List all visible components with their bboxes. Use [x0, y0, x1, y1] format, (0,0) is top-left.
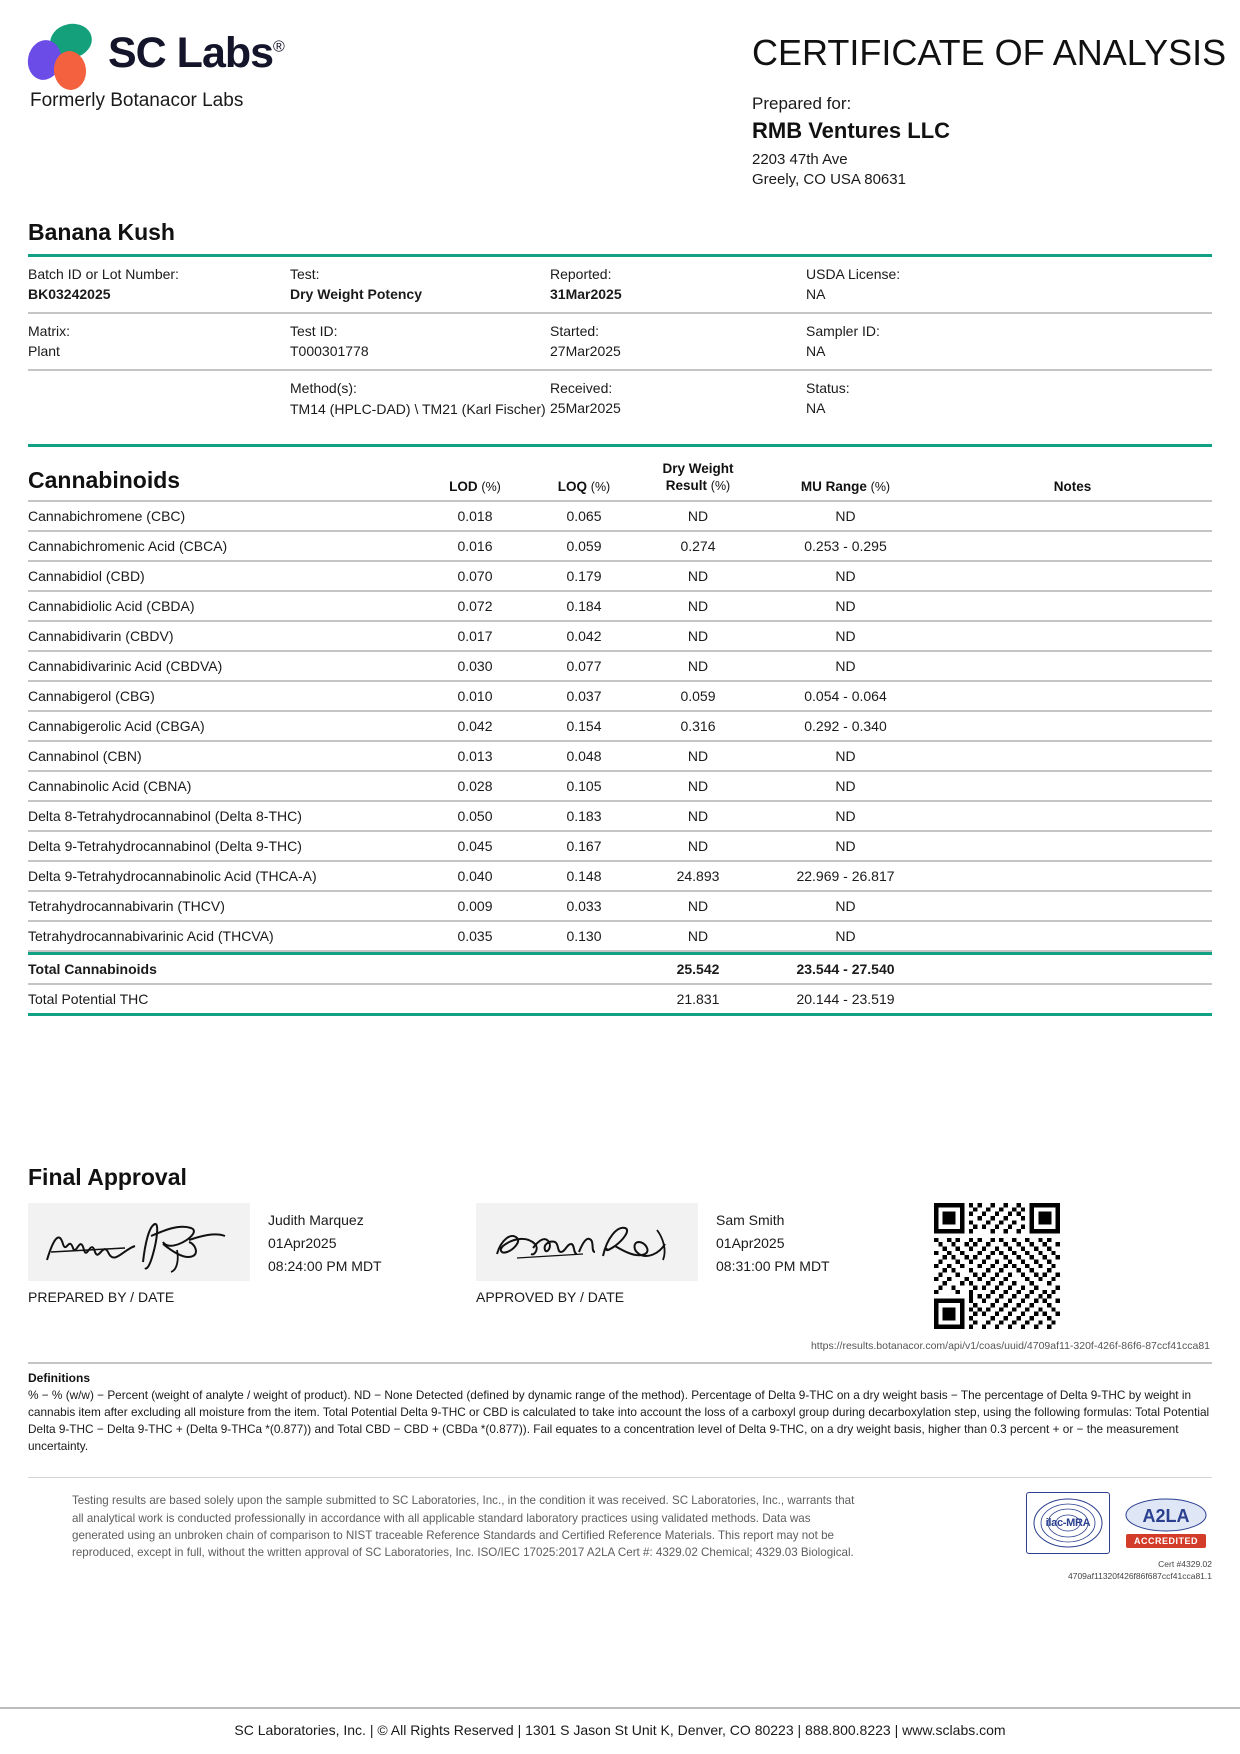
table-row [28, 682, 1212, 712]
coa-url-link[interactable]: https://results.botanacor.com/api/v1/coas/uuid/4709af11-320f-426f-86f6-87ccf41cca81 [810, 1339, 1210, 1352]
analyte-lod: 0.028 [457, 777, 493, 794]
sample-title: Banana Kush [28, 218, 175, 245]
prepared-by-meta [250, 1203, 382, 1278]
final-approval-section [28, 1164, 1212, 1352]
analyte-mu-range: 22.969 - 26.817 [796, 867, 895, 884]
analyte-name: Delta 9-Tetrahydrocannabinol (Delta 9-THC) [28, 837, 302, 854]
sample-info-cell [290, 380, 550, 419]
field-label: Started: [550, 322, 600, 339]
field-value: TM14 (HPLC-DAD) \ TM21 (Karl Fischer) [290, 400, 546, 417]
analyte-result: ND [687, 807, 709, 824]
analyte-result: 0.274 [680, 537, 716, 554]
table-row-total-cannabinoids [28, 952, 1212, 985]
analyte-result: ND [687, 747, 709, 764]
cannabinoids-table-body [28, 502, 1212, 1016]
table-row [28, 772, 1212, 802]
analyte-name: Tetrahydrocannabivarinic Acid (THCVA) [28, 927, 274, 944]
approved-by-date: 01Apr2025 [716, 1234, 785, 1251]
definitions-body: % − % (w/w) − Percent (weight of analyte / weight of product). ND − None Detected (defined by dynamic range of the method). Percentage of Delta 9-THC on a dry weight basis − The percentage of Delta 9-THC by weight in cannabis item after excluding all moisture from the item. Total Potential Delta 9-THC or CBD is calculated to take into account the loss of a carboxyl group during decarboxylation step, using the following formulas: Total Potential Delta 9-THC − Delta 9-THC + (Delta 9-THCa *(0.877)) and Total CBD − CBD + (CBDa *(0.877)). Fail equates to a concentration level of Delta 9-THC, on a dry weight basis, higher than 0.3 percent + or − the measurement uncertainty. [28, 1387, 1210, 1454]
analyte-result: ND [687, 507, 709, 524]
brand-name [108, 28, 284, 77]
definitions-title: Definitions [28, 1370, 90, 1385]
analyte-name: Tetrahydrocannabivarin (THCV) [28, 897, 225, 914]
total-result: 25.542 [676, 960, 720, 977]
accreditation-badges [858, 1492, 1212, 1583]
analyte-lod: 0.045 [457, 837, 493, 854]
lod-unit: (%) [481, 479, 501, 494]
column-header-notes: Notes [1053, 478, 1092, 494]
prepared-by-caption: PREPARED BY / DATE [28, 1288, 175, 1305]
brand-name-text: SC Labs [108, 28, 274, 77]
analyte-loq: 0.033 [566, 897, 602, 914]
a2la-badge-icon [1120, 1492, 1212, 1554]
analyte-loq: 0.059 [566, 537, 602, 554]
client-address-line-1: 2203 47th Ave [752, 151, 848, 168]
field-label: Test: [290, 265, 320, 282]
approved-by-block [476, 1203, 926, 1305]
field-value: 31Mar2025 [550, 285, 622, 302]
analyte-result: 0.316 [680, 717, 716, 734]
analyte-lod: 0.030 [457, 657, 493, 674]
analyte-result: ND [687, 927, 709, 944]
sample-info-cell [290, 266, 550, 302]
client-name: RMB Ventures LLC [752, 118, 951, 143]
sample-info-table [28, 257, 1212, 429]
prepared-by-date: 01Apr2025 [268, 1234, 337, 1251]
total-label: Total Cannabinoids [28, 960, 157, 977]
field-value: Dry Weight Potency [290, 285, 422, 302]
prepared-by-time: 08:24:00 PM MDT [268, 1257, 382, 1274]
prepared-by-name: Judith Marquez [268, 1211, 364, 1228]
total-result: 21.831 [676, 990, 720, 1007]
table-row [28, 892, 1212, 922]
approved-by-signature-image [476, 1203, 698, 1281]
analyte-mu-range: ND [835, 777, 856, 794]
analyte-mu-range: ND [835, 657, 856, 674]
cannabinoids-table-header [28, 447, 1212, 499]
analyte-mu-range: ND [835, 927, 856, 944]
total-label: Total Potential THC [28, 990, 149, 1007]
loq-label: LOQ [557, 478, 588, 494]
client-address-line-2: Greely, CO USA 80631 [752, 171, 906, 189]
analyte-name: Cannabidiolic Acid (CBDA) [28, 597, 195, 614]
ilac-mra-label: ilac-MRA [1045, 1517, 1091, 1530]
cert-number: Cert #4329.02 [1158, 1559, 1212, 1570]
column-header-loq [530, 479, 638, 494]
field-label: Test ID: [290, 322, 338, 339]
table-row [28, 922, 1212, 952]
field-value: NA [806, 399, 826, 416]
approved-by-meta [698, 1203, 830, 1278]
table-row [28, 862, 1212, 892]
signature-icon [39, 1210, 239, 1274]
analyte-lod: 0.070 [457, 567, 493, 584]
table-row-total-potential-thc [28, 985, 1212, 1016]
analyte-loq: 0.130 [566, 927, 602, 944]
analyte-loq: 0.154 [566, 717, 602, 734]
lod-label: LOD [449, 478, 478, 494]
analyte-lod: 0.050 [457, 807, 493, 824]
header-right-block [752, 22, 1227, 191]
sample-info-cell [806, 323, 1212, 359]
brand-tagline: Formerly Botanacor Labs [30, 90, 244, 111]
field-value: T000301778 [290, 342, 369, 359]
sample-info-cell [550, 380, 806, 419]
prepared-for-label: Prepared for: [752, 94, 852, 113]
result-label: Result [665, 477, 708, 493]
analyte-loq: 0.148 [566, 867, 602, 884]
sample-info-cell [28, 266, 290, 302]
analyte-name: Cannabichromene (CBC) [28, 507, 186, 524]
analyte-name: Delta 8-Tetrahydrocannabinol (Delta 8-THC) [28, 807, 302, 824]
analyte-mu-range: 0.054 - 0.064 [804, 687, 887, 704]
footer-text: SC Laboratories, Inc. | © All Rights Reserved | 1301 S Jason St Unit K, Denver, CO 80223 | 888.800.8223 | www.sclabs.com [234, 1722, 1006, 1738]
sample-info-row [28, 314, 1212, 369]
sample-info-cell [28, 380, 290, 419]
analyte-name: Cannabinol (CBN) [28, 747, 142, 764]
column-header-mu-range [758, 479, 933, 494]
field-label: Matrix: [28, 322, 70, 339]
field-label: Received: [550, 379, 613, 396]
analyte-mu-range: ND [835, 747, 856, 764]
sample-info-cell [806, 380, 1212, 419]
approved-by-caption: APPROVED BY / DATE [476, 1288, 625, 1305]
field-label: Reported: [550, 265, 612, 282]
table-row [28, 502, 1212, 532]
analyte-loq: 0.048 [566, 747, 602, 764]
field-value: 25Mar2025 [550, 399, 621, 416]
table-row [28, 592, 1212, 622]
qr-code[interactable] [934, 1203, 1060, 1334]
field-label: USDA License: [806, 265, 901, 282]
mu-label: MU Range [800, 478, 867, 494]
analyte-result: ND [687, 597, 709, 614]
signature-icon [487, 1210, 687, 1274]
analyte-mu-range: 0.253 - 0.295 [804, 537, 887, 554]
column-header-lod [420, 479, 530, 494]
analyte-lod: 0.010 [457, 687, 493, 704]
field-value: 27Mar2025 [550, 342, 621, 359]
sample-info-cell [550, 266, 806, 302]
table-row [28, 652, 1212, 682]
field-value: Plant [28, 342, 60, 359]
analyte-name: Cannabidiol (CBD) [28, 567, 145, 584]
table-row [28, 532, 1212, 562]
analyte-mu-range: ND [835, 597, 856, 614]
analyte-name: Cannabidivarin (CBDV) [28, 627, 174, 644]
sample-info-cell [290, 323, 550, 359]
analyte-lod: 0.009 [457, 897, 493, 914]
signature-area [28, 1203, 1212, 1334]
registered-trademark-icon: ® [273, 38, 284, 56]
analyte-lod: 0.013 [457, 747, 493, 764]
analyte-mu-range: ND [835, 897, 856, 914]
prepared-by-signature-image [28, 1203, 250, 1281]
a2la-logo-icon [1123, 1498, 1209, 1534]
document-title: CERTIFICATE OF ANALYSIS [752, 32, 1227, 73]
table-row [28, 832, 1212, 862]
loq-unit: (%) [590, 479, 611, 494]
analyte-name: Delta 9-Tetrahydrocannabinolic Acid (THCA-A) [28, 867, 317, 884]
brand-block [28, 22, 284, 112]
analyte-name: Cannabigerolic Acid (CBGA) [28, 717, 205, 734]
table-row [28, 622, 1212, 652]
definitions-section [28, 1362, 1212, 1455]
qr-code-icon [934, 1203, 1060, 1329]
svg-text:A2LA: A2LA [1142, 1506, 1190, 1527]
table-row [28, 712, 1212, 742]
analyte-name: Cannabichromenic Acid (CBCA) [28, 537, 228, 554]
analyte-name: Cannabinolic Acid (CBNA) [28, 777, 192, 794]
analyte-result: ND [687, 837, 709, 854]
field-label: Method(s): [290, 379, 357, 396]
mu-unit: (%) [870, 479, 891, 494]
total-mu-range: 20.144 - 23.519 [796, 990, 895, 1007]
field-value: BK03242025 [28, 285, 111, 302]
field-value: NA [806, 285, 826, 302]
analyte-result: ND [687, 897, 709, 914]
analyte-result: 0.059 [680, 687, 716, 704]
field-value: NA [806, 342, 826, 359]
analyte-loq: 0.037 [566, 687, 602, 704]
analyte-mu-range: ND [835, 507, 856, 524]
final-approval-title: Final Approval [28, 1163, 187, 1190]
sample-info-row [28, 371, 1212, 429]
table-row [28, 742, 1212, 772]
result-unit: (%) [710, 478, 731, 493]
analyte-loq: 0.184 [566, 597, 602, 614]
page-header [28, 0, 1227, 191]
analyte-lod: 0.072 [457, 597, 493, 614]
analyte-lod: 0.016 [457, 537, 493, 554]
field-label: Sampler ID: [806, 322, 880, 339]
analyte-result: ND [687, 777, 709, 794]
sample-info-cell [806, 266, 1212, 302]
analyte-result: ND [687, 657, 709, 674]
sample-info-cell [550, 323, 806, 359]
analyte-name: Cannabidivarinic Acid (CBDVA) [28, 657, 223, 674]
dry-weight-label: Dry Weight [662, 461, 734, 477]
analyte-mu-range: 0.292 - 0.340 [804, 717, 887, 734]
disclaimer-section [28, 1477, 1212, 1583]
analyte-name: Cannabigerol (CBG) [28, 687, 155, 704]
table-row [28, 802, 1212, 832]
analyte-result: ND [687, 627, 709, 644]
accredited-label: ACCREDITED [1126, 1534, 1206, 1548]
approved-by-time: 08:31:00 PM MDT [716, 1257, 830, 1274]
ilac-mra-badge-icon [1026, 1492, 1110, 1554]
sc-labs-logo-icon [28, 22, 94, 84]
analyte-loq: 0.167 [566, 837, 602, 854]
page-footer [0, 1707, 1240, 1754]
analyte-mu-range: ND [835, 837, 856, 854]
sample-info-row [28, 257, 1212, 312]
cert-uuid: 4709af11320f426f86f687ccf41cca81.1 [1068, 1571, 1212, 1582]
prepared-by-block [28, 1203, 476, 1305]
field-label: Status: [806, 379, 850, 396]
analyte-loq: 0.183 [566, 807, 602, 824]
analyte-mu-range: ND [835, 567, 856, 584]
disclaimer-text: Testing results are based solely upon the sample submitted to SC Laboratories, Inc., in the condition it was received. SC Laboratories, Inc., warrants that all analytical work is conducted professionally in accordance with all applicable standard laboratory practices using validated methods. Data was generated using an unbroken chain of comparison to NIST traceable Reference Standards and Certified Reference Materials. This report may not be reproduced, except in full, without the written approval of SC Laboratories, Inc. ISO/IEC 17025:2017 A2LA Cert #: 4329.02 Chemical; 4329.03 Biological. [72, 1494, 855, 1560]
analyte-loq: 0.077 [566, 657, 602, 674]
analyte-loq: 0.105 [566, 777, 602, 794]
analyte-lod: 0.017 [457, 627, 493, 644]
table-row [28, 562, 1212, 592]
cannabinoids-title: Cannabinoids [28, 466, 181, 493]
field-label: Batch ID or Lot Number: [28, 265, 179, 282]
approved-by-name: Sam Smith [716, 1211, 785, 1228]
analyte-loq: 0.042 [566, 627, 602, 644]
column-header-result [638, 461, 758, 493]
analyte-lod: 0.018 [457, 507, 493, 524]
sample-info-cell [28, 323, 290, 359]
analyte-lod: 0.042 [457, 717, 493, 734]
analyte-lod: 0.035 [457, 927, 493, 944]
cannabinoids-section [28, 444, 1212, 1015]
total-mu-range: 23.544 - 27.540 [796, 960, 895, 977]
analyte-loq: 0.179 [566, 567, 602, 584]
analyte-lod: 0.040 [457, 867, 493, 884]
analyte-result: ND [687, 567, 709, 584]
analyte-loq: 0.065 [566, 507, 602, 524]
analyte-result: 24.893 [676, 867, 720, 884]
analyte-mu-range: ND [835, 807, 856, 824]
analyte-mu-range: ND [835, 627, 856, 644]
